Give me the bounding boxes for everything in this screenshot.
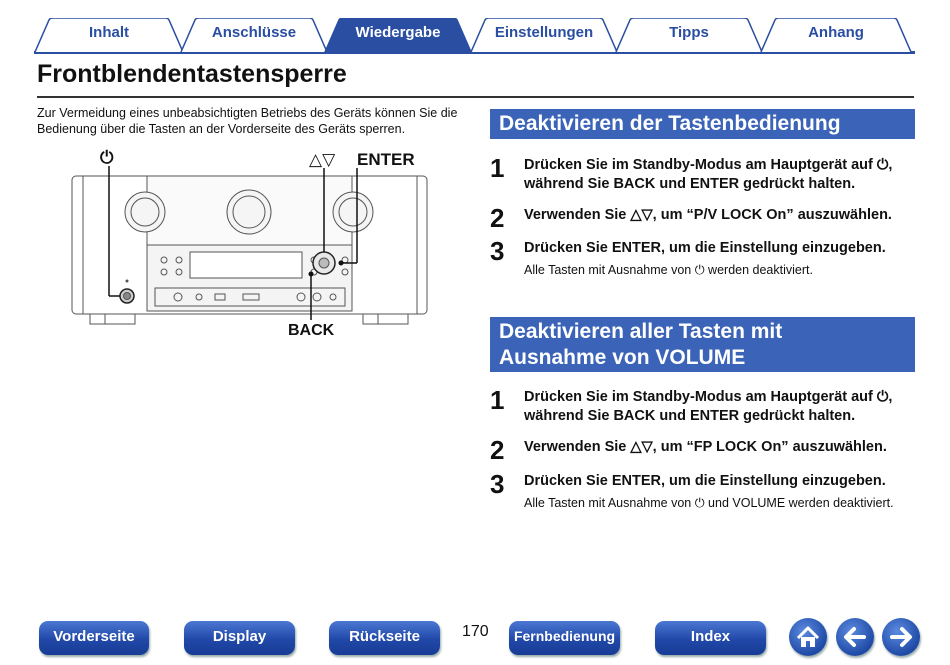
- tab-label: Einstellungen: [494, 24, 594, 41]
- forward-page-button[interactable]: [882, 618, 920, 656]
- page-title: Frontblendentastensperre: [37, 60, 347, 88]
- tab-inhalt[interactable]: [34, 18, 184, 52]
- tab-anhang[interactable]: [760, 18, 912, 52]
- section-heading-1: Deaktivieren der Tastenbedienung: [490, 109, 915, 139]
- step-text: Verwenden Sie △▽, um “P/V LOCK On” auszuwählen.: [524, 207, 892, 223]
- step-number: 1: [490, 153, 505, 183]
- step-number: 3: [490, 236, 505, 266]
- arrow-left-icon: [836, 618, 874, 656]
- back-callout-label: BACK: [288, 322, 335, 339]
- tab-label: Wiedergabe: [355, 24, 441, 41]
- step-number: 1: [490, 385, 505, 415]
- tab-anschluesse[interactable]: [180, 18, 328, 52]
- page-number: 170: [462, 623, 489, 640]
- step-number: 2: [490, 203, 505, 233]
- nav-display-button[interactable]: Display: [184, 621, 295, 655]
- tab-label: Anschlüsse: [211, 24, 297, 41]
- step-text: Verwenden Sie △▽, um “FP LOCK On” auszuwählen.: [524, 439, 887, 455]
- intro-text: Zur Vermeidung eines unbeabsichtigten Betriebs des Geräts können Sie die Bedienung über die Tasten an der Vorderseite des Geräts sperren.: [37, 106, 458, 136]
- section-heading-2-line2: Ausnahme von VOLUME: [499, 346, 746, 369]
- home-button[interactable]: [789, 618, 827, 656]
- step-text: Drücken Sie ENTER, um die Einstellung einzugeben.: [524, 473, 886, 489]
- front-panel-illustration: [65, 148, 435, 348]
- nav-vorderseite-button[interactable]: Vorderseite: [39, 621, 149, 655]
- step-text: Drücken Sie im Standby-Modus am Hauptgerät auf ⏻, während Sie BACK und ENTER gedrückt halten.: [524, 389, 893, 424]
- tab-wiedergabe[interactable]: [324, 18, 472, 52]
- section2-note: Alle Tasten mit Ausnahme von ⏻ und VOLUME werden deaktiviert.: [524, 496, 894, 510]
- tab-label: Anhang: [808, 24, 864, 41]
- title-divider: [37, 96, 914, 98]
- tab-einstellungen[interactable]: [470, 18, 618, 52]
- enter-callout-label: ENTER: [357, 150, 415, 169]
- step-number: 3: [490, 469, 505, 499]
- tab-bar: [0, 0, 950, 56]
- nav-rueckseite-button[interactable]: Rückseite: [329, 621, 440, 655]
- step-number: 2: [490, 435, 505, 465]
- section-heading-2-line1: Deaktivieren aller Tasten mit: [499, 320, 783, 343]
- tab-label: Inhalt: [89, 24, 129, 41]
- power-callout-label: ⏻: [100, 148, 114, 167]
- updown-callout-label: △▽: [309, 150, 336, 169]
- tab-label: Tipps: [669, 24, 709, 41]
- arrow-right-icon: [882, 618, 920, 656]
- tab-tipps[interactable]: [615, 18, 763, 52]
- nav-index-button[interactable]: Index: [655, 621, 766, 655]
- step-text: Drücken Sie im Standby-Modus am Hauptgerät auf ⏻, während Sie BACK und ENTER gedrückt halten.: [524, 157, 893, 192]
- nav-fernbedienung-button[interactable]: Fernbedienung: [509, 621, 620, 655]
- home-icon: [789, 618, 827, 656]
- back-page-button[interactable]: [836, 618, 874, 656]
- section1-note: Alle Tasten mit Ausnahme von ⏻ werden deaktiviert.: [524, 263, 813, 277]
- step-text: Drücken Sie ENTER, um die Einstellung einzugeben.: [524, 240, 886, 256]
- section-heading-2: [490, 317, 915, 372]
